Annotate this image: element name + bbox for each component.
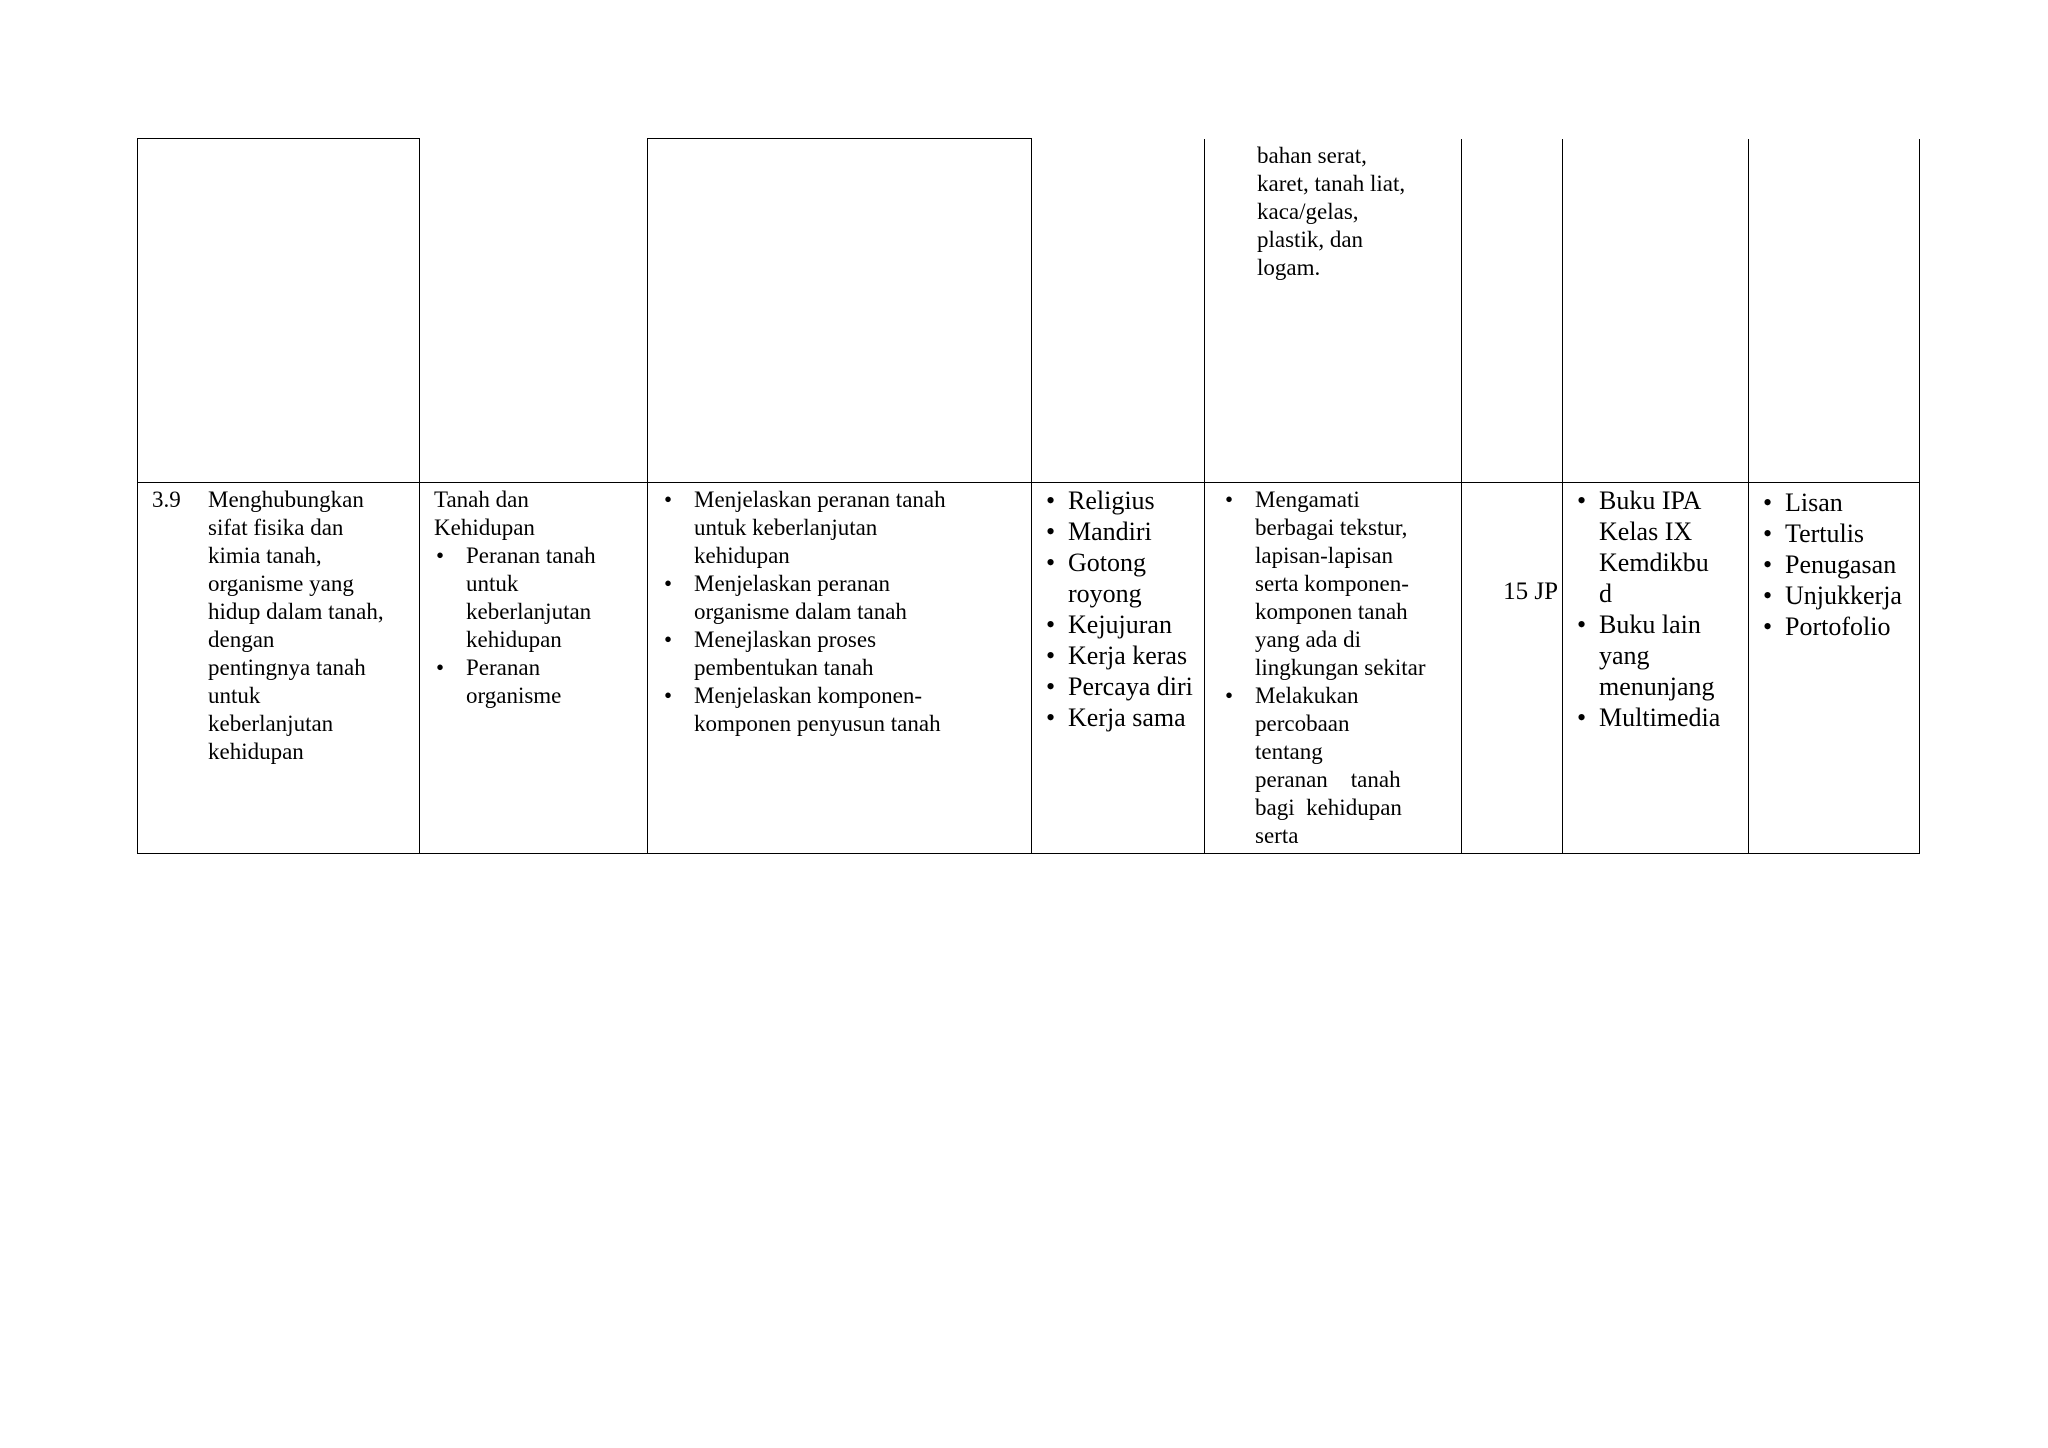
list-item [434,654,641,710]
text-line: serta komponen- [1255,571,1409,596]
text-line: untuk [466,571,519,596]
text-line: • Religius [1068,486,1155,515]
text-line: • Mengamati [1255,487,1360,512]
list-item [1046,547,1198,609]
text-line: menunjang [1599,672,1715,701]
text-line: • Menjelaskan peranan [694,571,891,596]
text-line: pembentukan tanah [694,655,874,680]
text-line: logam. [1257,254,1321,280]
cell-pendidikan-karakter [1032,483,1205,854]
list-item [662,570,1025,626]
text-line: • Portofolio [1785,612,1891,641]
text-line: • Penugasan [1785,550,1897,579]
text-line: Kemdikbu [1599,548,1709,577]
text-line: kimia tanah, [208,543,322,568]
list-item [1577,702,1742,733]
text-line: royong [1068,579,1142,608]
kd-text [208,486,413,766]
text-line: kehidupan [208,739,304,764]
text-line: berbagai tekstur, [1255,515,1408,540]
text-line: • Tertulis [1785,519,1865,548]
list-item [1046,485,1198,516]
text-line: plastik, dan [1257,226,1364,252]
text-line: • Percaya diri [1068,672,1193,701]
cell-kegiatan-pembelajaran [1205,483,1462,854]
text-line: Kelas IX [1599,517,1693,546]
text-line: untuk keberlanjutan [694,515,878,540]
text-line: d [1599,579,1612,608]
materi-list [434,542,641,710]
kegiatan-continuation-text [1205,139,1461,282]
text-line: kehidupan [694,543,790,568]
text-line: peranan tanah [1255,767,1401,792]
list-item [662,486,1025,570]
text-line: organisme yang [208,571,354,596]
text-line: yang ada di [1255,627,1362,652]
text-line: • Peranan tanah [466,543,596,568]
text-line: • Menjelaskan peranan tanah [694,487,946,512]
text-line: dengan [208,627,275,652]
cell-indikator-empty [648,139,1032,483]
text-line: • Mandiri [1068,517,1152,546]
list-item [434,542,641,654]
text-line: keberlanjutan [466,599,592,624]
cell-indikator [648,483,1032,854]
text-line: yang [1599,641,1650,670]
syllabus-table [137,138,1920,854]
text-line: pentingnya tanah [208,655,366,680]
penilaian-list [1763,487,1913,642]
list-item [662,682,1025,738]
list-item [1223,486,1455,682]
cell-alokasi-empty [1462,139,1563,483]
text-line: • Kerja keras [1068,641,1188,670]
text-line: • Peranan [466,655,541,680]
indikator-list [662,486,1025,738]
list-item [1046,640,1198,671]
list-item [1577,485,1742,609]
sumber-list [1577,485,1742,733]
text-line: • Buku IPA [1599,486,1702,515]
list-item [1763,518,1913,549]
cell-materi-pembelajaran [420,483,648,854]
list-item [1046,702,1198,733]
text-line: bagi kehidupan [1255,795,1402,820]
karakter-list [1046,485,1198,733]
text-line: kehidupan [466,627,562,652]
text-line: • Kerja sama [1068,703,1186,732]
text-line: • Menejlaskan proses [694,627,877,652]
list-item [662,626,1025,682]
cell-sumber-empty [1563,139,1749,483]
text-line: sifat fisika dan [208,515,344,540]
list-item [1577,609,1742,702]
text-line: komponen tanah [1255,599,1408,624]
text-line: • Multimedia [1599,703,1721,732]
cell-sumber-belajar [1563,483,1749,854]
text-line: untuk [208,683,261,708]
text-line: serta [1255,823,1299,848]
materi-heading-line: Tanah dan [434,487,529,512]
kd-number: 3.9 [152,487,181,512]
table-row-kd-3-9 [138,483,1920,854]
text-line: komponen penyusun tanah [694,711,941,736]
list-item [1046,609,1198,640]
text-line: kaca/gelas, [1257,198,1359,224]
alokasi-waktu-value: 15 JP [1503,578,1558,605]
text-line: karet, tanah liat, [1257,170,1406,196]
text-line: • Gotong [1068,548,1146,577]
text-line: keberlanjutan [208,711,334,736]
text-line: • Lisan [1785,488,1843,517]
text-line: bahan serat, [1257,142,1367,168]
text-line: tentang [1255,739,1323,764]
cell-kegiatan-continuation [1205,139,1462,483]
list-item [1763,549,1913,580]
cell-materi-empty [420,139,648,483]
cell-kompetensi-dasar [138,483,420,854]
text-line: • Menjelaskan komponen- [694,683,923,708]
text-line: lapisan-lapisan [1255,543,1393,568]
text-line: • Kejujuran [1068,610,1172,639]
text-line: hidup dalam tanah, [208,599,384,624]
cell-kd-empty [138,139,420,483]
list-item [1763,580,1913,611]
text-line: organisme [466,683,562,708]
text-line: organisme dalam tanah [694,599,907,624]
list-item [1046,516,1198,547]
text-line: • Melakukan [1255,683,1359,708]
list-item [1763,611,1913,642]
list-item [1763,487,1913,518]
list-item [1223,682,1455,850]
cell-karakter-empty [1032,139,1205,483]
table-row-continuation [138,139,1920,483]
text-line: lingkungan sekitar [1255,655,1426,680]
materi-heading-line: Kehidupan [434,515,535,540]
text-line: • Unjukkerja [1785,581,1902,610]
materi-content [420,483,647,710]
cell-penilaian-empty [1749,139,1920,483]
text-line: Menghubungkan [208,487,364,512]
cell-alokasi-waktu [1462,483,1563,854]
text-line: • Buku lain [1599,610,1701,639]
text-line: percobaan [1255,711,1350,736]
kegiatan-list [1223,486,1455,850]
list-item [1046,671,1198,702]
cell-penilaian [1749,483,1920,854]
